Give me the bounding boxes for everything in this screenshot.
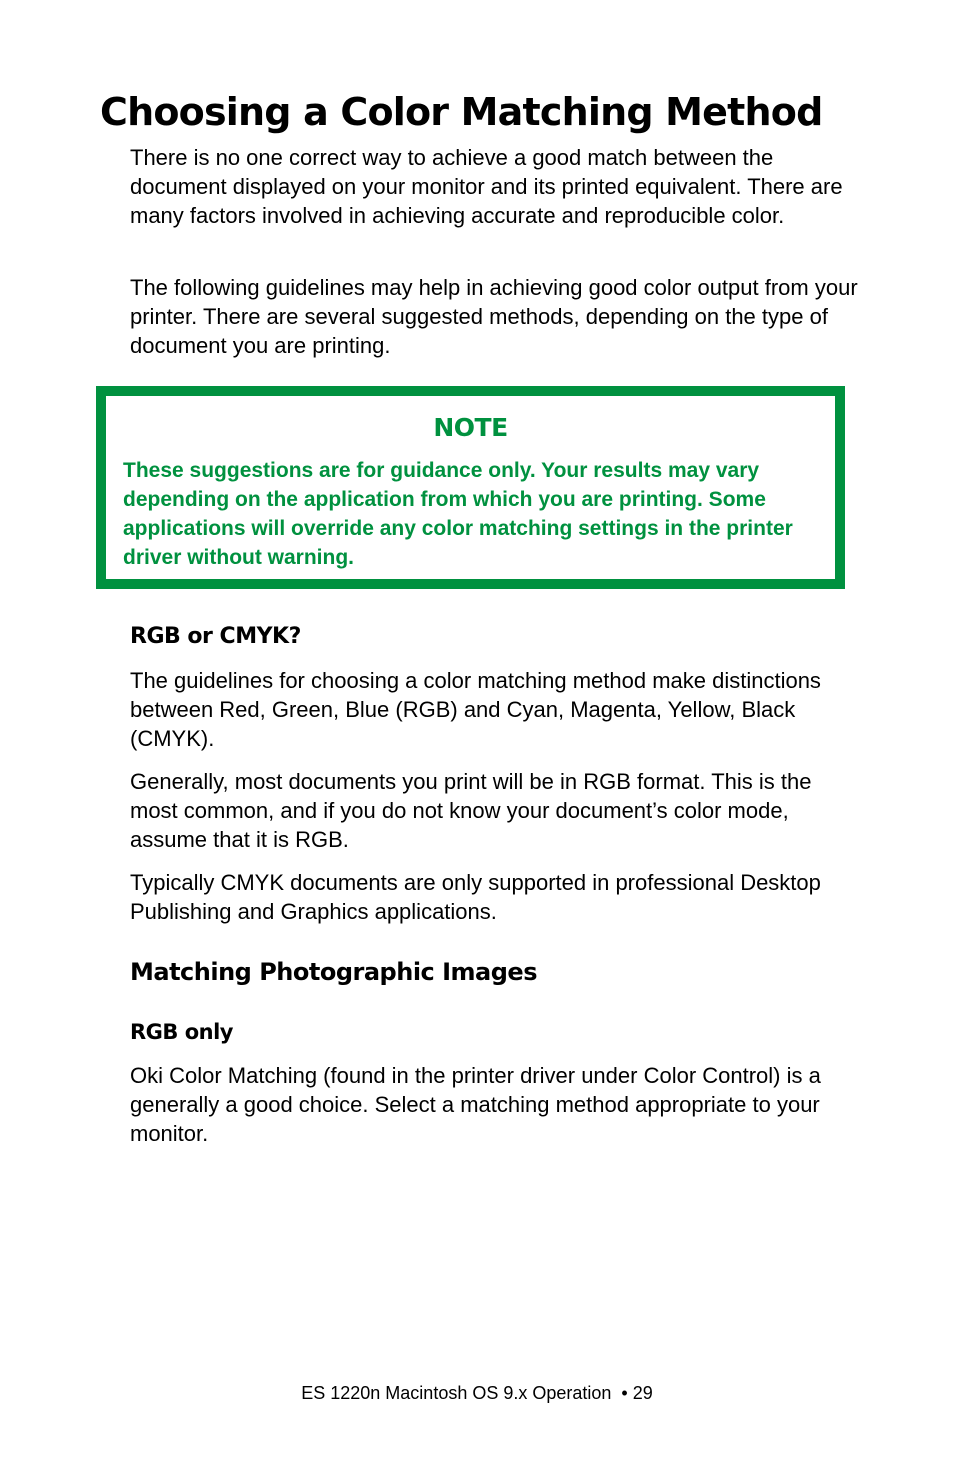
- note-box: [96, 386, 845, 589]
- page-footer: ES 1220n Macintosh OS 9.x Operation • 29: [301, 1383, 653, 1403]
- intro-paragraph-1: There is no one correct way to achieve a good match between the document displayed on your monitor and its printed equivalent. There are many factors involved in achieving accurate and reproducible color.: [130, 145, 843, 228]
- section-heading-rgb-or-cmyk: RGB or CMYK?: [130, 624, 301, 649]
- page-title: Choosing a Color Matching Method: [100, 90, 823, 134]
- section-heading-matching-photographic-images: Matching Photographic Images: [130, 958, 537, 986]
- rgb-cmyk-paragraph-2: Generally, most documents you print will be in RGB format. This is the most common, and if you do not know your document’s color mode, assume that it is RGB.: [130, 769, 812, 852]
- rgb-cmyk-paragraph-1: The guidelines for choosing a color matching method make distinctions between Red, Green, Blue (RGB) and Cyan, Magenta, Yellow, Black (CMYK).: [130, 668, 821, 751]
- note-text: These suggestions are for guidance only. Your results may vary depending on the application from which you are printing. Some applications will override any color matching settings in the printer driver without warning.: [123, 459, 793, 569]
- photographic-paragraph-1: Oki Color Matching (found in the printer driver under Color Control) is a generally a good choice. Select a matching method appropriate to your monitor.: [130, 1063, 821, 1146]
- intro-paragraph-2: The following guidelines may help in achieving good color output from your printer. There are several suggested methods, depending on the type of document you are printing.: [130, 275, 858, 358]
- subheading-rgb-only: RGB only: [130, 1020, 233, 1044]
- rgb-cmyk-paragraph-3: Typically CMYK documents are only supported in professional Desktop Publishing and Graphics applications.: [130, 870, 821, 924]
- note-heading: NOTE: [433, 413, 508, 442]
